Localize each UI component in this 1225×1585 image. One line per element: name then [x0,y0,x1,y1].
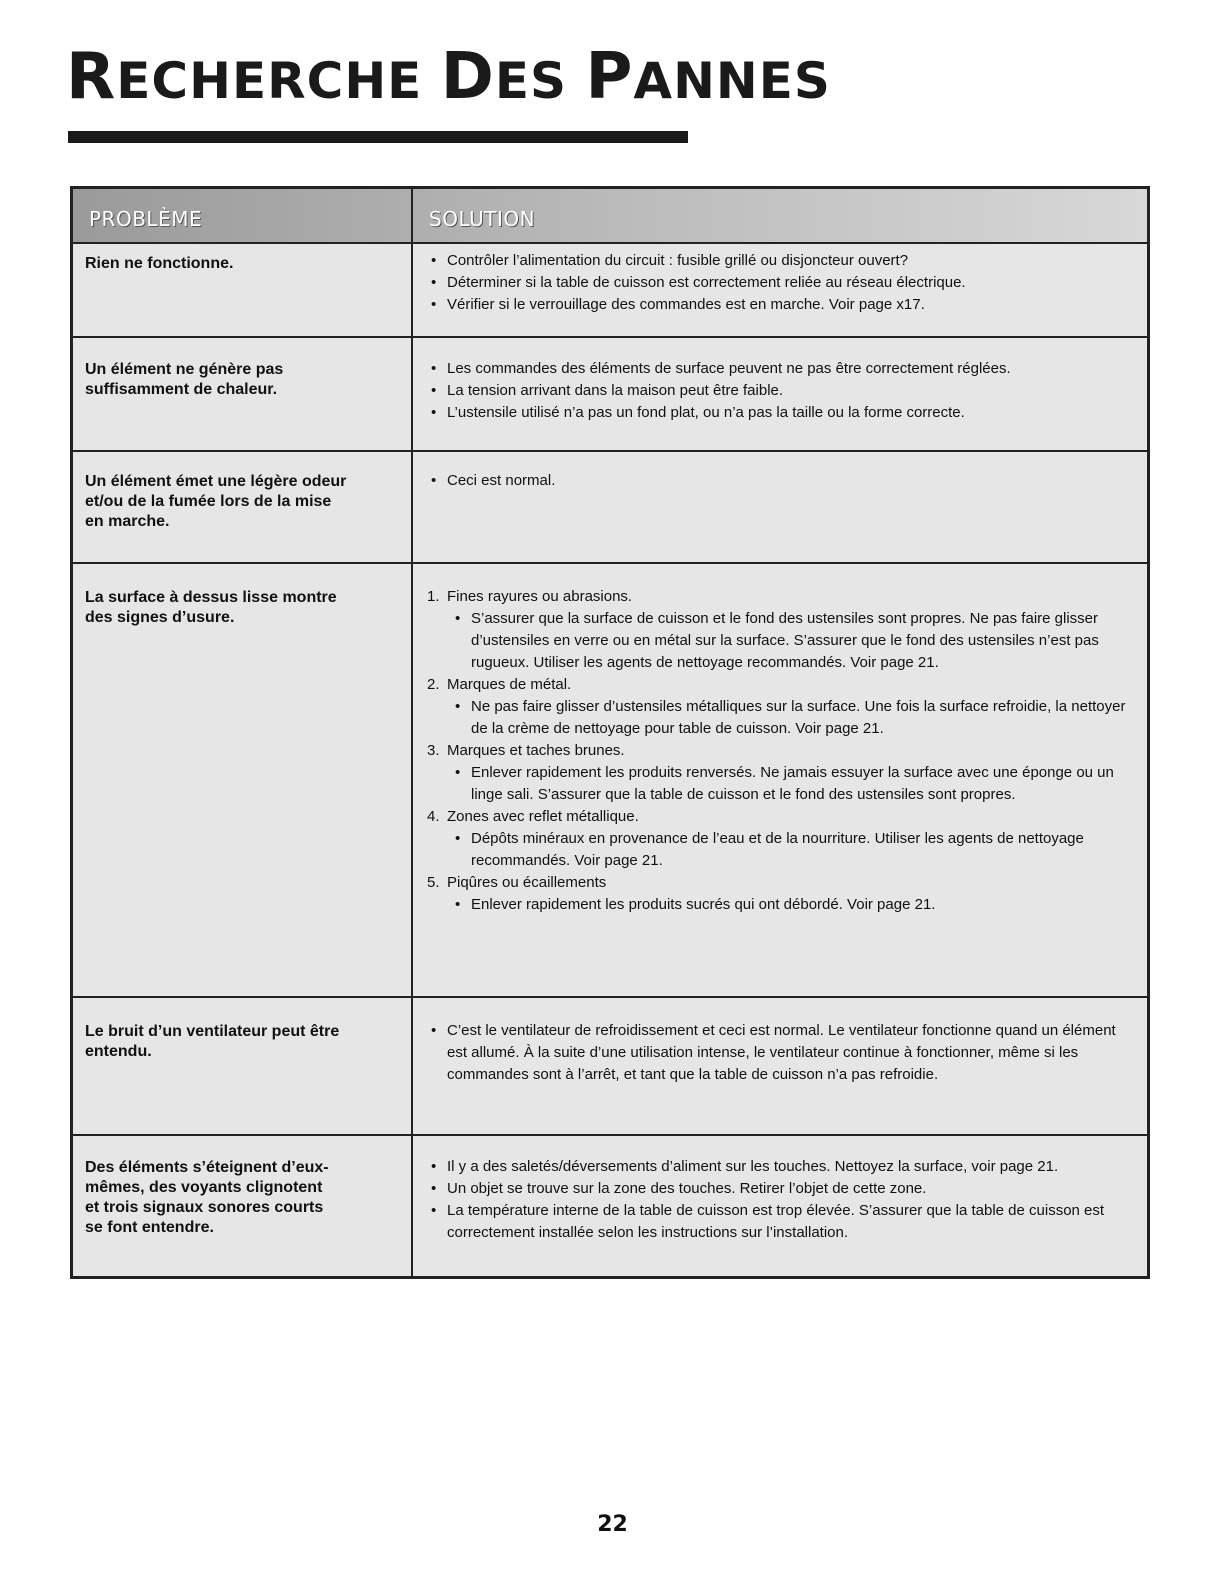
table-row [73,998,1147,1136]
sub-bullet-item: • S’assurer que la surface de cuisson et le fond des ustensiles sont propres. Ne pas faire glisser d’ustensiles en verre ou en métal sur la surface. S’assurer que le fond des ustensiles n’est pas rugueux. Utiliser les agents de nettoyage recommandés. Voir page 21. [427,608,1127,674]
problem-cell: Rien ne fonctionne. [73,244,413,336]
problem-cell: La surface à dessus lisse montre des signes d’usure. [73,564,413,996]
sub-bullet-item: • Ne pas faire glisser d’ustensiles métalliques sur la surface. Une fois la surface refroidie, la nettoyer de la crème de nettoyage pour table de cuisson. Voir page 21. [427,696,1127,740]
title-word-1: ECHERCHE [116,52,423,110]
title-underline [68,131,688,143]
table-row [73,564,1147,998]
table-row [73,452,1147,564]
solution-item: • Vérifier si le verrouillage des commandes est en marche. Voir page x17. [427,294,1127,316]
title-word-3: ANNES [633,52,831,110]
solution-item: • Les commandes des éléments de surface peuvent ne pas être correctement réglées. [427,358,1127,380]
table-row [73,244,1147,338]
header-problem: PROBLÈME [73,189,413,242]
solution-cell [413,1136,1147,1276]
title-word-2: ES [494,52,568,110]
title-initial-3: P [585,40,634,114]
problem-cell: Un élément ne génère pas suffisamment de chaleur. [73,338,413,450]
solution-item: • Contrôler l’alimentation du circuit : fusible grillé ou disjoncteur ouvert? [427,250,1127,272]
numbered-item: 5. Piqûres ou écaillements [427,874,607,891]
page-title [66,40,831,114]
title-initial: R [66,40,117,114]
solution-cell [413,338,1147,450]
problem-cell: Un élément émet une légère odeur et/ou de la fumée lors de la mise en marche. [73,452,413,562]
title-initial-2: D [440,40,495,114]
solution-item: • L’ustensile utilisé n’a pas un fond plat, ou n’a pas la taille ou la forme correcte. [427,402,1127,424]
problem-cell: Des éléments s’éteignent d’eux- mêmes, des voyants clignotent et trois signaux sonores courts se font entendre. [73,1136,413,1276]
numbered-item: 1. Fines rayures ou abrasions. [427,588,633,605]
table-row [73,338,1147,452]
numbered-item: 4. Zones avec reflet métallique. [427,808,639,825]
problem-cell: Le bruit d’un ventilateur peut être entendu. [73,998,413,1134]
solution-item: • Un objet se trouve sur la zone des touches. Retirer l’objet de cette zone. [427,1178,1127,1200]
troubleshooting-table [70,186,1150,1279]
page-number: 22 [597,1512,628,1537]
solution-cell [413,564,1147,996]
sub-bullet-item: • Enlever rapidement les produits renversés. Ne jamais essuyer la surface avec une éponge ou un linge sali. S’assurer que la table de cuisson et le fond des ustensiles sont propres. [427,762,1127,806]
table-row [73,1136,1147,1276]
header-solution: SOLUTION [429,207,536,231]
sub-bullet-item: • Enlever rapidement les produits sucrés qui ont débordé. Voir page 21. [427,894,1127,916]
sub-bullet-item: • Dépôts minéraux en provenance de l’eau et de la nourriture. Utiliser les agents de nettoyage recommandés. Voir page 21. [427,828,1127,872]
solution-cell [413,998,1147,1134]
numbered-item: 3. Marques et taches brunes. [427,742,625,759]
solution-item: • La tension arrivant dans la maison peut être faible. [427,380,1127,402]
table-header [73,189,1147,244]
solution-item: • C’est le ventilateur de refroidissement et ceci est normal. Le ventilateur fonctionne quand un élément est allumé. À la suite d’une utilisation intense, le ventilateur continue à fonctionner, même si les commandes sont à l’arrêt, et tant que la table de cuisson n’a pas refroidie. [427,1020,1127,1086]
solution-item: • Déterminer si la table de cuisson est correctement reliée au réseau électrique. [427,272,1127,294]
solution-item: • Ceci est normal. [427,470,1127,492]
solution-cell [413,452,1147,562]
numbered-item: 2. Marques de métal. [427,676,572,693]
solution-item: • Il y a des saletés/déversements d’aliment sur les touches. Nettoyez la surface, voir page 21. [427,1156,1127,1178]
solution-cell [413,244,1147,336]
solution-item: • La température interne de la table de cuisson est trop élevée. S’assurer que la table de cuisson est correctement installée selon les instructions sur l’installation. [427,1200,1127,1244]
